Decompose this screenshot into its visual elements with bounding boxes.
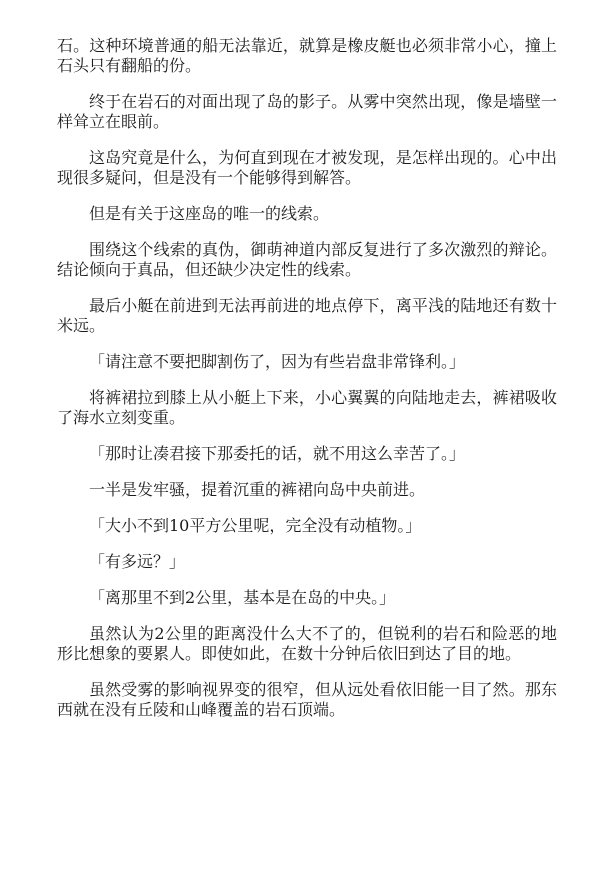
paragraph-12: 「有多远？」 xyxy=(89,552,186,571)
paragraph-6: 最后小艇在前进到无法再前进的地点停下，离平浅的陆地还有数十米远。 xyxy=(57,296,557,335)
paragraph-13: 「离那里不到2公里，基本是在岛的中央。」 xyxy=(89,588,396,607)
paragraph-1: 石。这种环境普通的船无法靠近，就算是橡皮艇也必须非常小心，撞上石头只有翻船的份。 xyxy=(57,36,557,75)
paragraph-3: 这岛究竟是什么，为何直到现在才被发现，是怎样出现的。心中出现很多疑问，但是没有一个能够得到解答。 xyxy=(57,148,557,187)
text-body xyxy=(57,36,557,736)
paragraph-11: 「大小不到10平方公里呢，完全没有动植物。」 xyxy=(89,516,422,535)
paragraph-15: 虽然受雾的影响视界变的很窄，但从远处看依旧能一目了然。那东西就在没有丘陵和山峰覆盖的岩石顶端。 xyxy=(57,680,557,719)
paragraph-4: 但是有关于这座岛的唯一的线索。 xyxy=(89,204,330,223)
paragraph-10: 一半是发牢骚，提着沉重的裤裙向岛中央前进。 xyxy=(89,480,426,499)
paragraph-8: 将裤裙拉到膝上从小艇上下来，小心翼翼的向陆地走去，裤裙吸收了海水立刻变重。 xyxy=(57,388,557,427)
paragraph-2: 终于在岩石的对面出现了岛的影子。从雾中突然出现，像是墙壁一样耸立在眼前。 xyxy=(57,92,557,131)
paragraph-7: 「请注意不要把脚割伤了，因为有些岩盘非常锋利。」 xyxy=(89,352,466,371)
paragraph-14: 虽然认为2公里的距离没什么大不了的，但锐利的岩石和险恶的地形比想象的要累人。即使如此，在数十分钟后依旧到达了目的地。 xyxy=(57,624,557,663)
paragraph-5: 围绕这个线索的真伪，御萌神道内部反复进行了多次激烈的辩论。结论倾向于真品，但还缺少决定性的线索。 xyxy=(57,240,557,279)
paragraph-9: 「那时让凑君接下那委托的话，就不用这么幸苦了。」 xyxy=(89,444,466,463)
